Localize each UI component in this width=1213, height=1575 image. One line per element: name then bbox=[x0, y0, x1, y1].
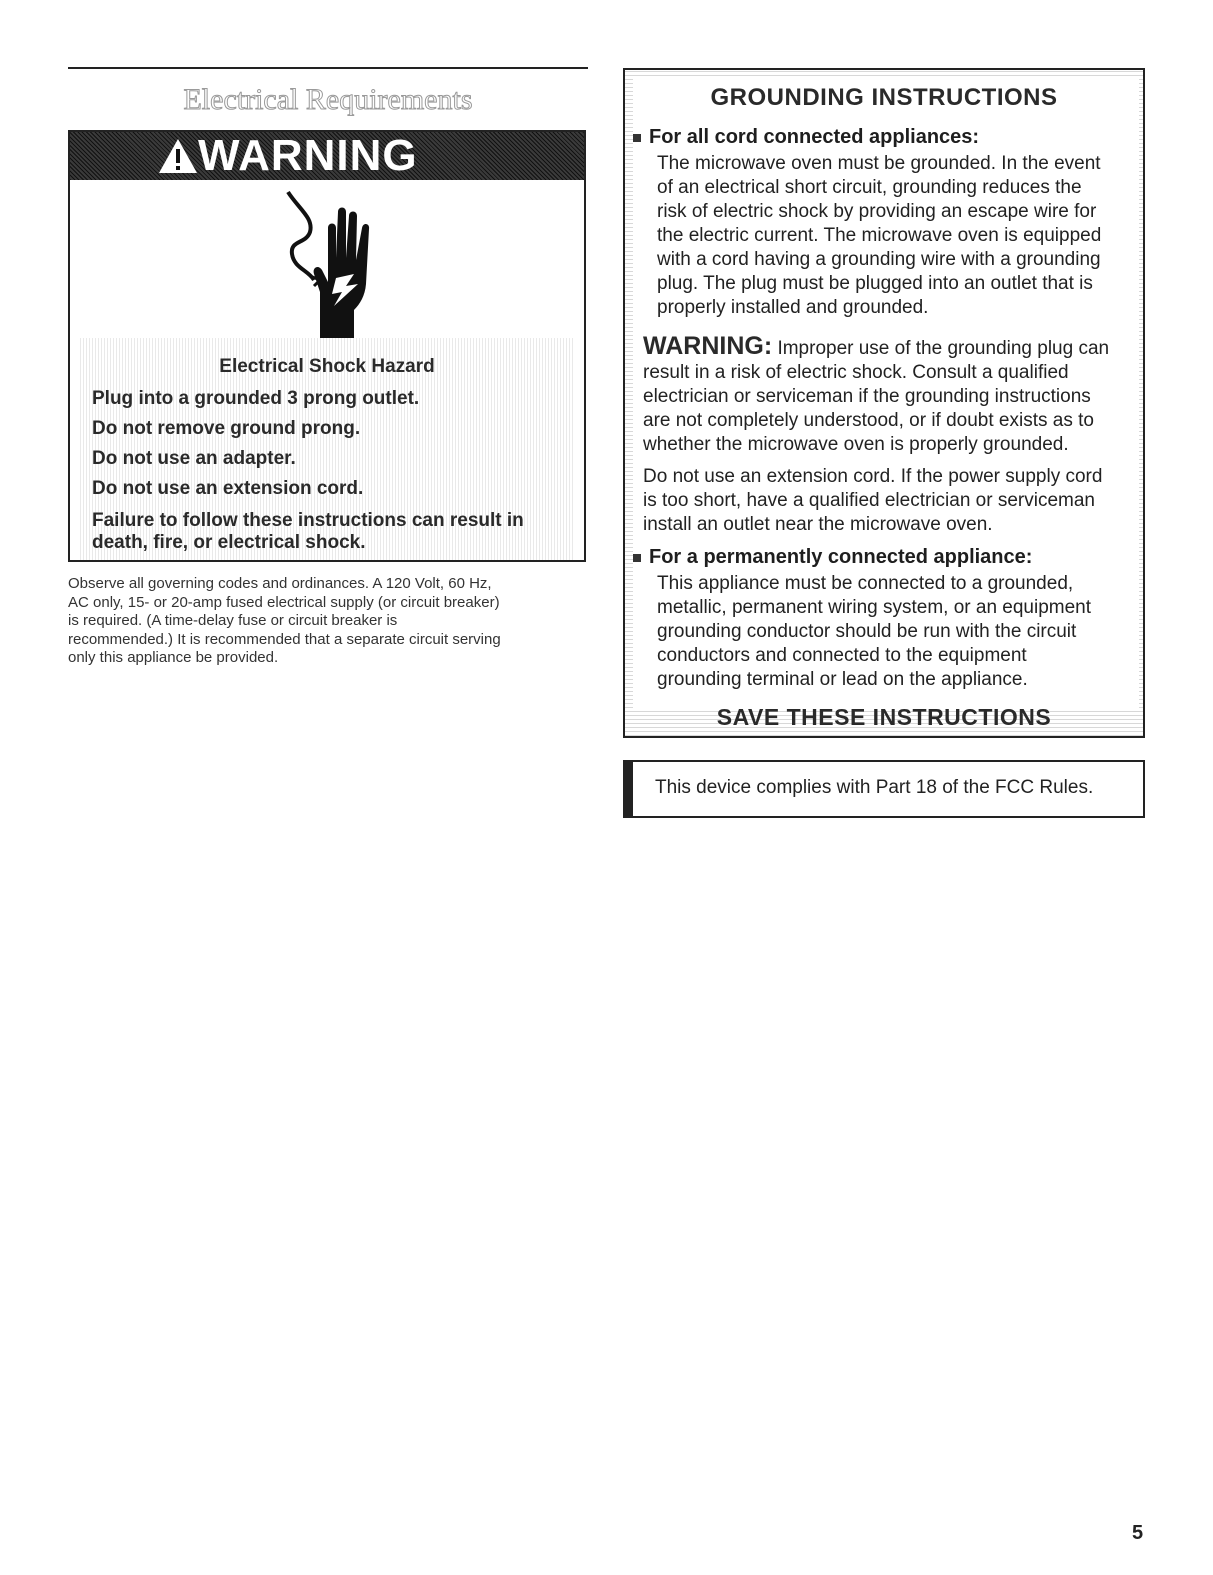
cord-connected-heading bbox=[633, 126, 979, 149]
warning-triangle-icon bbox=[158, 138, 198, 174]
hazard-graphic-area bbox=[70, 180, 584, 340]
fcc-left-bar bbox=[625, 762, 633, 816]
text-line: conductors and connected to the equipment bbox=[657, 645, 1027, 666]
warning-label: WARNING bbox=[198, 131, 418, 180]
cord-connected-text bbox=[657, 152, 1101, 320]
body-line: Observe all governing codes and ordinances. A 120 Volt, 60 Hz, bbox=[68, 575, 492, 592]
text-line: This appliance must be connected to a grounded, bbox=[657, 573, 1074, 594]
text-line: of an electrical short circuit, grounding reduces the bbox=[657, 177, 1082, 198]
extension-cord-text bbox=[643, 465, 1102, 537]
fcc-notice-text: This device complies with Part 18 of the FCC Rules. bbox=[655, 777, 1094, 798]
hazard-line: Failure to follow these instructions can result in bbox=[92, 510, 524, 531]
bullet-icon bbox=[633, 134, 641, 142]
permanent-text bbox=[657, 572, 1091, 692]
body-line: only this appliance be provided. bbox=[68, 649, 279, 666]
text-line: The microwave oven must be grounded. In the event bbox=[657, 153, 1101, 174]
electric-shock-hand-icon bbox=[270, 188, 390, 338]
fcc-notice-box bbox=[623, 760, 1145, 818]
body-line: is required. (A time-delay fuse or circuit breaker is bbox=[68, 612, 398, 629]
hazard-line: death, fire, or electrical shock. bbox=[92, 532, 366, 553]
section-title: Electrical Requirements bbox=[183, 83, 473, 116]
text-line: are not completely understood, or if doubt exists as to bbox=[643, 410, 1094, 431]
grounding-warning-text bbox=[643, 334, 1109, 457]
text-line: is too short, have a qualified electrician or serviceman bbox=[643, 490, 1096, 511]
hazard-text-panel bbox=[70, 338, 584, 560]
hazard-line: Do not remove ground prong. bbox=[92, 418, 361, 439]
text-line: whether the microwave oven is properly grounded. bbox=[643, 434, 1069, 455]
page-number: 5 bbox=[1132, 1522, 1144, 1544]
permanent-heading bbox=[633, 546, 1032, 569]
warning-word: WARNING: bbox=[643, 332, 773, 360]
save-instructions-title: SAVE THESE INSTRUCTIONS bbox=[716, 704, 1052, 730]
hazard-line: Do not use an adapter. bbox=[92, 448, 296, 469]
top-rule bbox=[68, 67, 588, 69]
grounding-title: GROUNDING INSTRUCTIONS bbox=[710, 84, 1058, 111]
hazard-title: Electrical Shock Hazard bbox=[219, 356, 435, 377]
warning-header bbox=[70, 132, 584, 180]
grounding-instructions-box bbox=[623, 68, 1145, 738]
text-line: Do not use an extension cord. If the power supply cord bbox=[643, 466, 1103, 487]
bullet-icon bbox=[633, 554, 641, 562]
text-line: grounding terminal or lead on the appliance. bbox=[657, 669, 1028, 690]
warning-box bbox=[68, 130, 586, 562]
cord-connected-heading-text: For all cord connected appliances: bbox=[649, 126, 980, 148]
text-line: Improper use of the grounding plug can bbox=[777, 338, 1110, 359]
permanent-heading-text: For a permanently connected appliance: bbox=[649, 546, 1033, 568]
text-line: the electric current. The microwave oven is equipped bbox=[657, 225, 1102, 246]
hazard-line: Do not use an extension cord. bbox=[92, 478, 364, 499]
text-line: grounding conductor should be run with the circuit bbox=[657, 621, 1077, 642]
text-line: install an outlet near the microwave oven. bbox=[643, 514, 993, 535]
text-line: with a cord having a grounding wire with a grounding bbox=[657, 249, 1101, 270]
electrical-requirements-body bbox=[68, 575, 588, 668]
hazard-line: Plug into a grounded 3 prong outlet. bbox=[92, 388, 420, 409]
text-line: properly installed and grounded. bbox=[657, 297, 929, 318]
warning-first-line bbox=[643, 334, 1109, 361]
text-line: metallic, permanent wiring system, or an equipment bbox=[657, 597, 1092, 618]
text-line: risk of electric shock by providing an escape wire for bbox=[657, 201, 1097, 222]
text-line: plug. The plug must be plugged into an outlet that is bbox=[657, 273, 1093, 294]
body-line: AC only, 15- or 20-amp fused electrical supply (or circuit breaker) bbox=[68, 593, 500, 611]
body-line: recommended.) It is recommended that a separate circuit serving bbox=[68, 630, 501, 648]
text-line: electrician or serviceman if the grounding instructions bbox=[643, 386, 1091, 407]
text-line: result in a risk of electric shock. Consult a qualified bbox=[643, 362, 1069, 383]
